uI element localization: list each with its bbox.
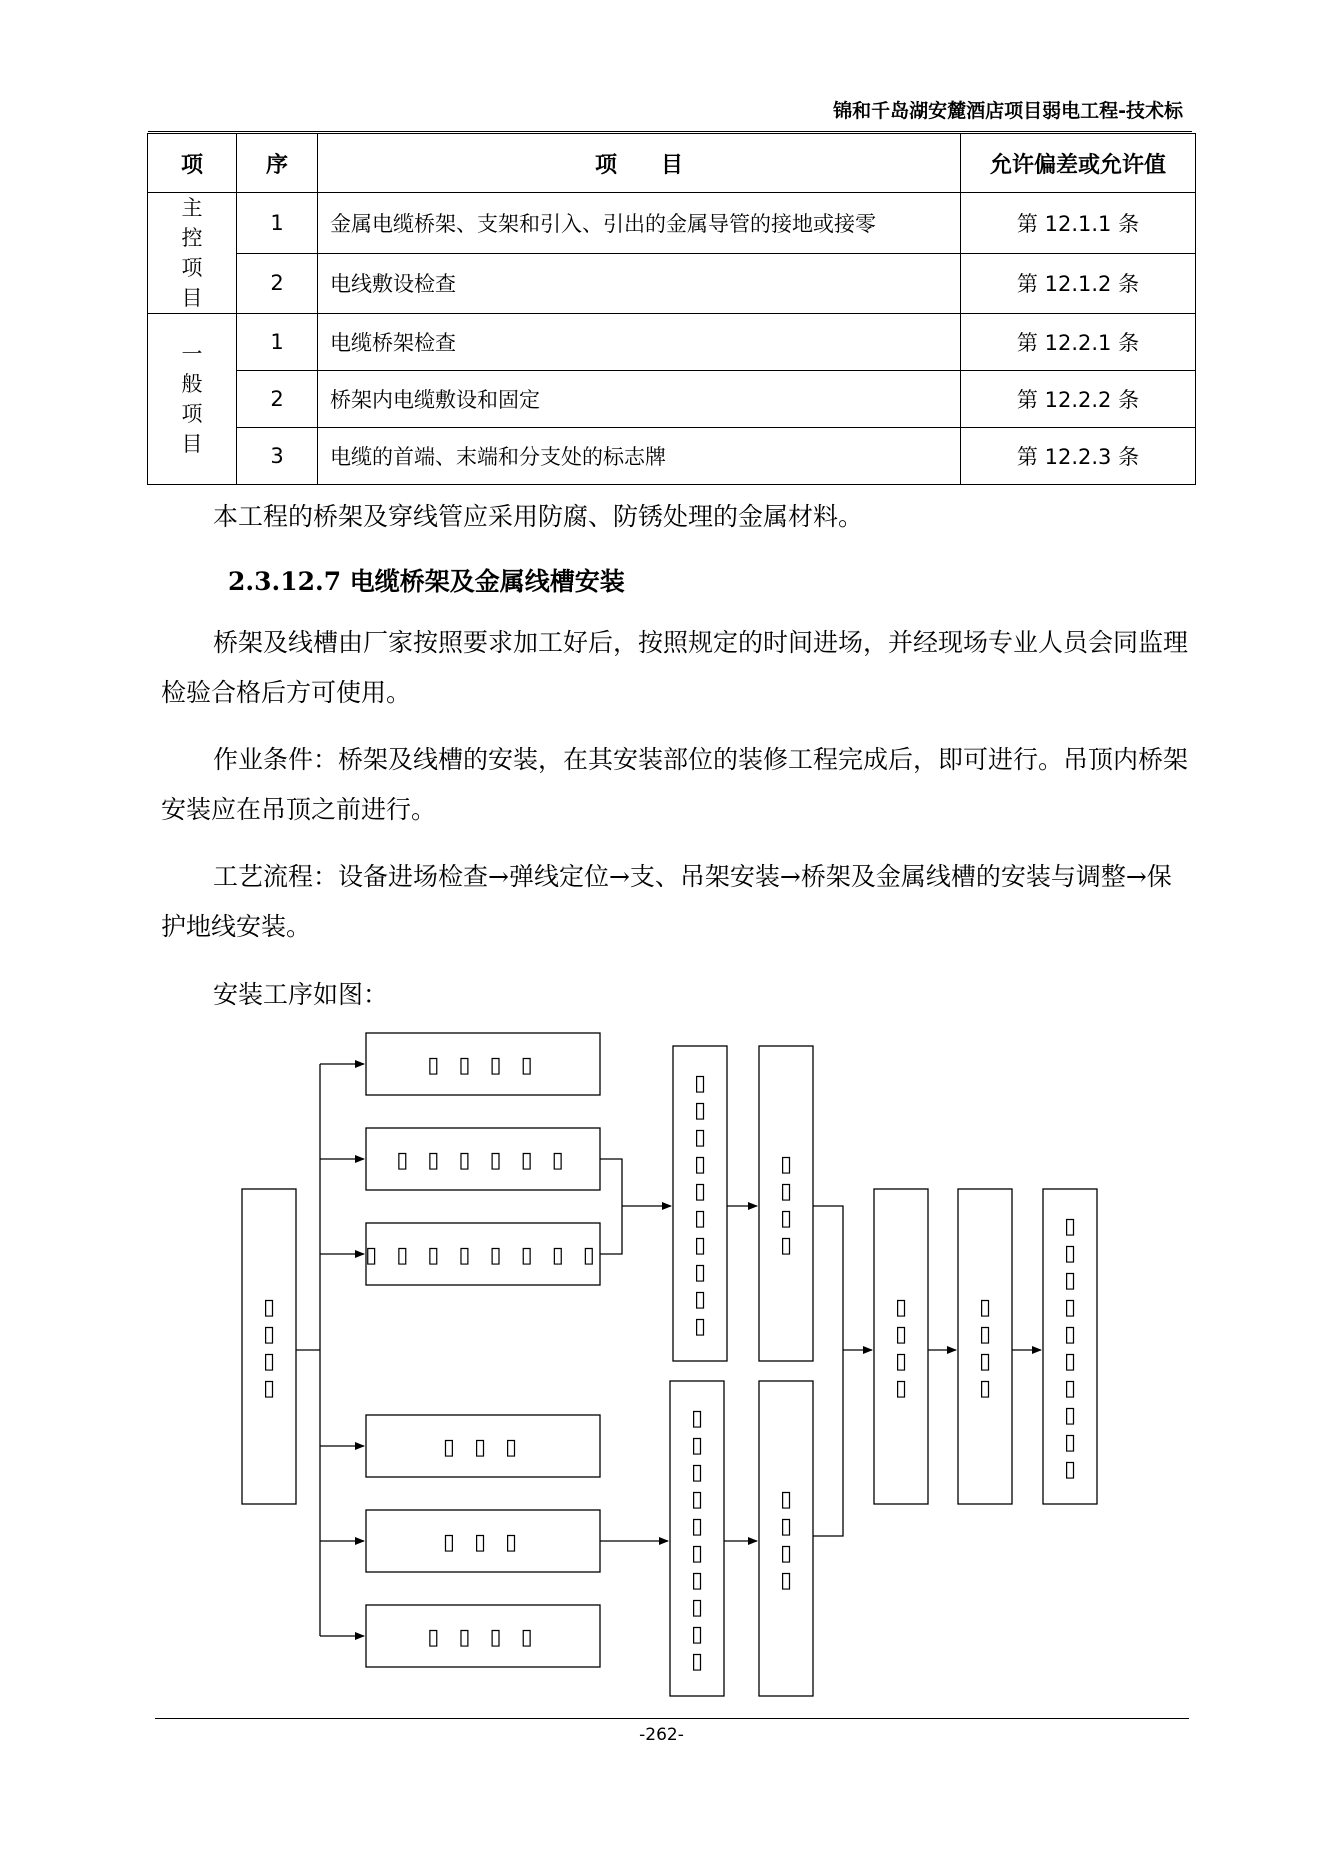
- row-seq: 2: [237, 253, 318, 314]
- page-number: -262-: [639, 1725, 684, 1745]
- header-cell: 序: [237, 134, 318, 193]
- row-seq: 2: [237, 371, 318, 428]
- group-label-char: 主: [181, 196, 203, 220]
- row-seq: 1: [237, 193, 318, 254]
- row-item: 电线敷设检查: [318, 253, 961, 314]
- row-value: 第 12.1.2 条: [961, 253, 1196, 314]
- flow-lower-right-box-label: ▯ ▯ ▯ ▯: [779, 1487, 793, 1593]
- flow-start-box-label: ▯ ▯ ▯ ▯: [262, 1295, 276, 1401]
- row-value: 第 12.2.3 条: [961, 428, 1196, 485]
- row-value: 第 12.2.2 条: [961, 371, 1196, 428]
- footer-rule: [155, 1718, 1189, 1719]
- paragraph-process: 工艺流程：设备进场检查→弹线定位→支、吊架安装→桥架及金属线槽的安装与调整→保护地线安装。: [161, 862, 1172, 941]
- paragraph-materials: 本工程的桥架及穿线管应采用防腐、防锈处理的金属材料。: [213, 502, 864, 531]
- flow-connector: [600, 1159, 622, 1254]
- flow-lower-mid-box-label: ▯ ▯ ▯ ▯ ▯ ▯ ▯ ▯ ▯ ▯: [690, 1406, 704, 1674]
- group-label-char: 般: [181, 372, 203, 396]
- flow-upper-mid-box-label: ▯ ▯ ▯ ▯ ▯ ▯ ▯ ▯ ▯ ▯: [693, 1071, 707, 1339]
- flow-upper-left-box-label: ▯ ▯ ▯ ▯ ▯ ▯ ▯ ▯: [365, 1243, 601, 1268]
- flow-lower-left-box-label: ▯ ▯ ▯: [442, 1530, 524, 1555]
- row-value: 第 12.2.1 条: [961, 314, 1196, 371]
- flow-upper-left-box-label: ▯ ▯ ▯ ▯: [427, 1053, 539, 1078]
- flow-final-box-1-label: ▯ ▯ ▯ ▯: [894, 1295, 908, 1401]
- flow-lower-left-box-label: ▯ ▯ ▯ ▯: [427, 1625, 539, 1650]
- flow-upper-right-box-label: ▯ ▯ ▯ ▯: [779, 1152, 793, 1258]
- flow-boxes: [242, 1033, 1097, 1696]
- flow-final-box-3-label: ▯ ▯ ▯ ▯ ▯ ▯ ▯ ▯ ▯ ▯: [1063, 1214, 1077, 1482]
- section-heading: 2.3.12.7 电缆桥架及金属线槽安装: [228, 567, 625, 596]
- row-item: 金属电缆桥架、支架和引入、引出的金属导管的接地或接零: [318, 193, 961, 254]
- group-label-char: 目: [181, 286, 203, 310]
- paragraph-delivery: 桥架及线槽由厂家按照要求加工好后，按照规定的时间进场，并经现场专业人员会同监理检验合格后方可使用。: [161, 628, 1189, 707]
- paragraph-figure-intro: 安装工序如图：: [213, 980, 389, 1009]
- document-header-title: 锦和千岛湖安麓酒店项目弱电工程-技术标: [833, 100, 1183, 122]
- paragraph-conditions: 作业条件：桥架及线槽的安装，在其安装部位的装修工程完成后，即可进行。吊顶内桥架安装应在吊顶之前进行。: [161, 745, 1189, 824]
- group-label-char: 项: [181, 256, 203, 280]
- header-cell: 项 目: [318, 134, 961, 193]
- row-seq: 3: [237, 428, 318, 485]
- group-label-char: 一: [181, 342, 203, 366]
- header-cell: 项: [148, 134, 237, 193]
- group-label-char: 目: [181, 432, 203, 456]
- flow-lower-left-box-label: ▯ ▯ ▯: [442, 1435, 524, 1460]
- row-value: 第 12.1.1 条: [961, 193, 1196, 254]
- flow-upper-left-box-label: ▯ ▯ ▯ ▯ ▯ ▯: [396, 1148, 570, 1173]
- group-label-char: 控: [181, 226, 203, 250]
- header-cell: 允许偏差或允许值: [961, 134, 1196, 193]
- flow-connector: [813, 1206, 843, 1536]
- group-label-char: 项: [181, 402, 203, 426]
- row-item: 电缆桥架检查: [318, 314, 961, 371]
- row-item: 电缆的首端、末端和分支处的标志牌: [318, 428, 961, 485]
- flow-final-box-2-label: ▯ ▯ ▯ ▯: [978, 1295, 992, 1401]
- row-seq: 1: [237, 314, 318, 371]
- row-item: 桥架内电缆敷设和固定: [318, 371, 961, 428]
